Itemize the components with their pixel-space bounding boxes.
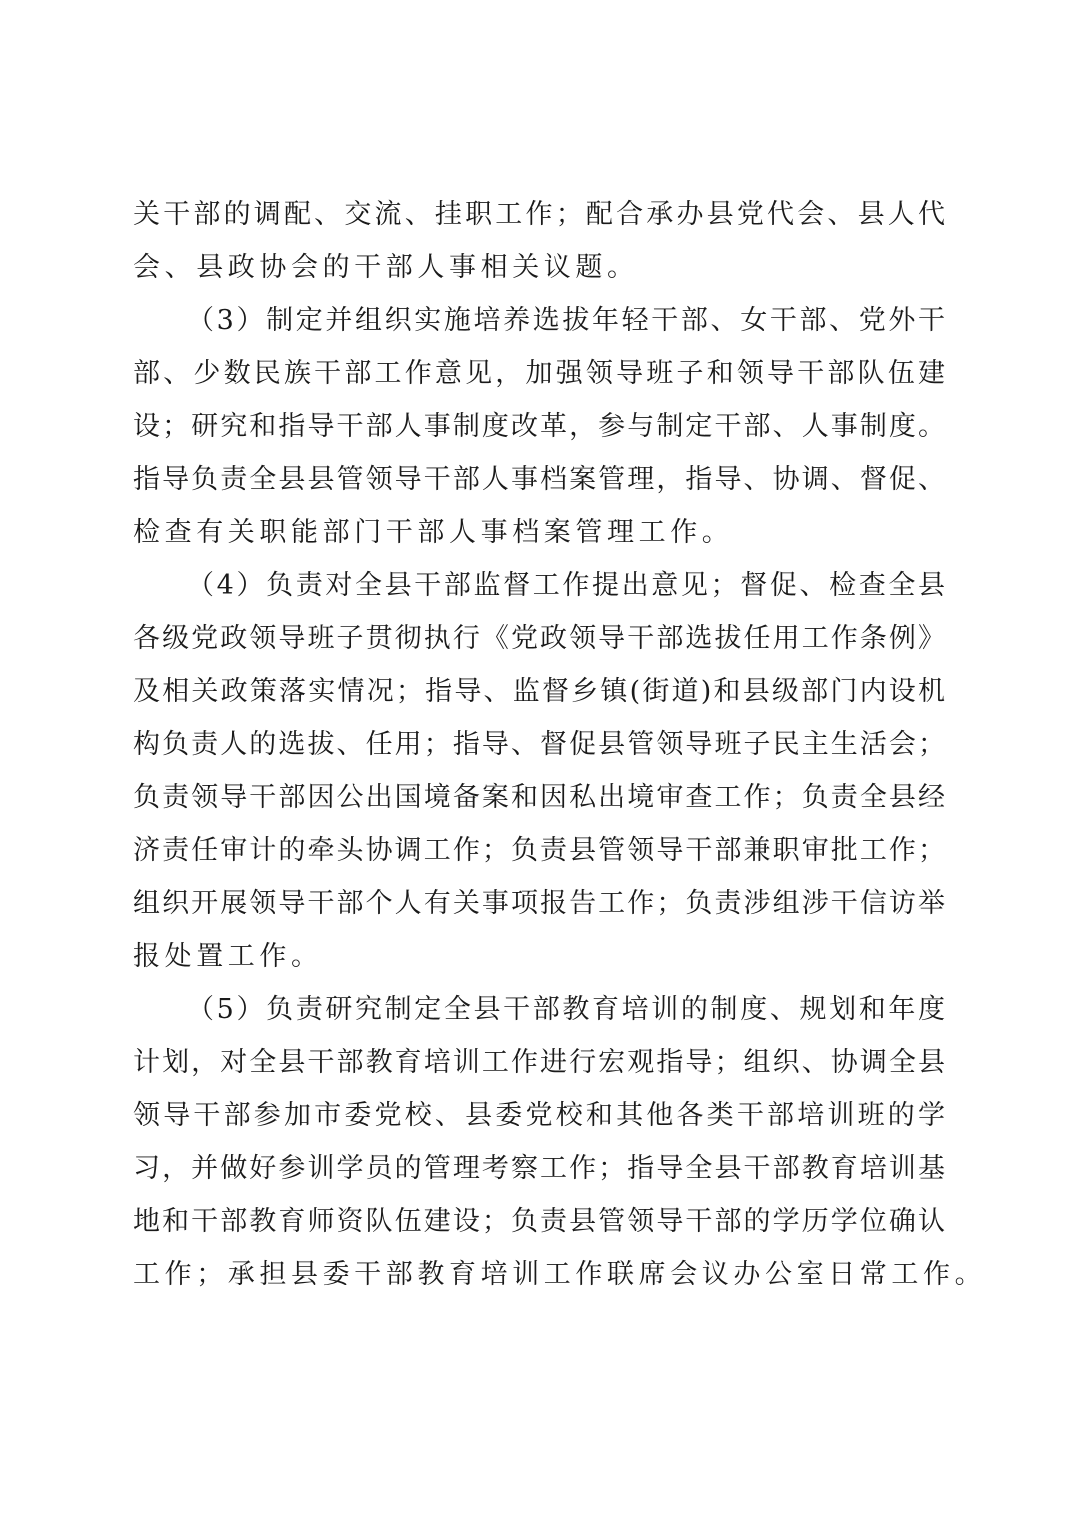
document-body	[133, 188, 987, 1301]
text-line: 关干部的调配、交流、挂职工作；配合承办县党代会、县人代	[133, 199, 945, 230]
text-line: 部、少数民族干部工作意见，加强领导班子和领导干部队伍建	[133, 358, 945, 389]
paragraph-item-3	[133, 294, 945, 559]
text-line: 济责任审计的牵头协调工作；负责县管领导干部兼职审批工作；	[133, 835, 945, 866]
text-line: 检查有关职能部门干部人事档案管理工作。	[133, 517, 734, 548]
text-line: 各级党政领导班子贯彻执行《党政领导干部选拔任用工作条例》	[133, 623, 945, 654]
text-line: 会、县政协会的干部人事相关议题。	[133, 252, 639, 283]
text-line: 设；研究和指导干部人事制度改革，参与制定干部、人事制度。	[133, 411, 945, 442]
text-line: 构负责人的选拔、任用；指导、督促县管领导班子民主生活会；	[133, 729, 945, 760]
text-line: 领导干部参加市委党校、县委党校和其他各类干部培训班的学	[133, 1100, 945, 1131]
text-line: 报处置工作。	[133, 941, 323, 972]
text-line: （3）制定并组织实施培养选拔年轻干部、女干部、党外干	[187, 305, 945, 336]
text-line: 指导负责全县县管领导干部人事档案管理，指导、协调、督促、	[133, 464, 945, 495]
paragraph-item-4	[133, 559, 945, 983]
text-line: 习，并做好参训学员的管理考察工作；指导全县干部教育培训基	[133, 1153, 945, 1184]
text-line: （4）负责对全县干部监督工作提出意见；督促、检查全县	[187, 570, 945, 601]
text-line: 负责领导干部因公出国境备案和因私出境审查工作；负责全县经	[133, 782, 945, 813]
paragraph-continued	[133, 188, 945, 294]
text-line: （5）负责研究制定全县干部教育培训的制度、规划和年度	[187, 994, 945, 1025]
text-line: 组织开展领导干部个人有关事项报告工作；负责涉组涉干信访举	[133, 888, 945, 919]
text-line: 及相关政策落实情况；指导、监督乡镇(街道)和县级部门内设机	[133, 676, 945, 707]
text-line: 计划，对全县干部教育培训工作进行宏观指导；组织、协调全县	[133, 1047, 945, 1078]
paragraph-item-5	[133, 983, 987, 1301]
text-line: 地和干部教育师资队伍建设；负责县管领导干部的学历学位确认	[133, 1206, 945, 1237]
text-line: 工作；承担县委干部教育培训工作联席会议办公室日常工作。	[133, 1259, 987, 1290]
